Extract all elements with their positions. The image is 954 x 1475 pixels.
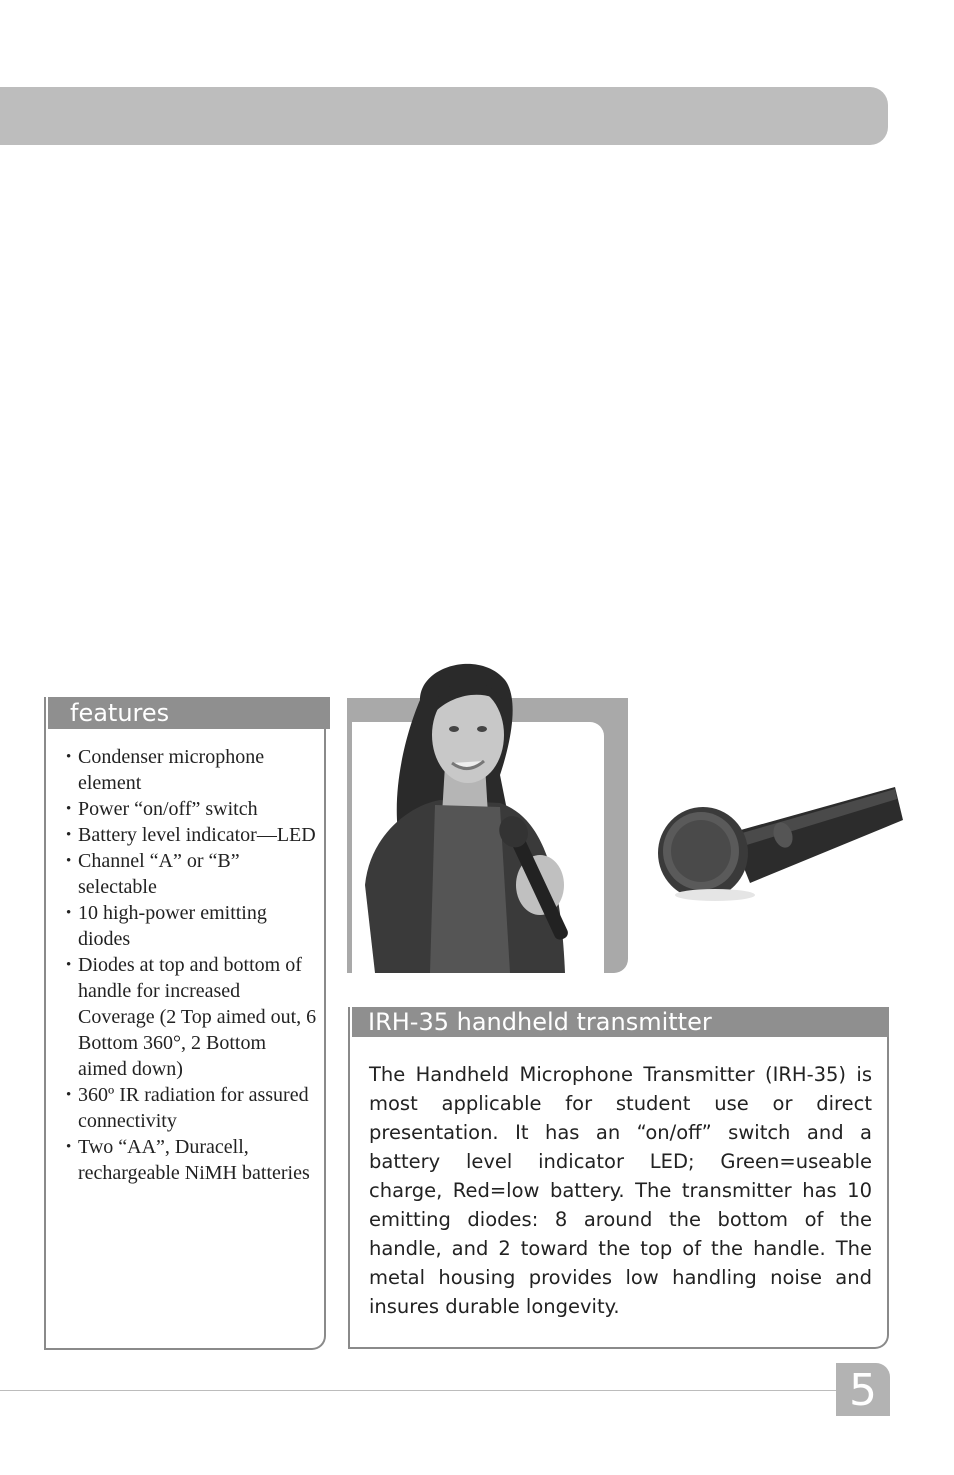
page-number: 5 bbox=[836, 1363, 890, 1416]
list-item: • 360º IR radiation for assured connectivity bbox=[66, 1082, 318, 1134]
list-item: • Diodes at top and bottom of handle for increased Coverage (2 Top aimed out, 6 Bottom 360°, 2 Bottom aimed down) bbox=[66, 952, 318, 1082]
list-item: • Channel “A” or “B” selectable bbox=[66, 848, 318, 900]
footer-rule bbox=[0, 1390, 836, 1391]
product-description: The Handheld Microphone Transmitter (IRH-35) is most applicable for student use or direct presentation. It has an “on/off” switch and a battery level indicator LED; Green=useable charge, Red=low battery. The transmitter has 10 emitting diodes: 8 around the bottom of the handle, and 2 toward the top of the handle. The metal housing provides low handling noise and insures durable longevity. bbox=[369, 1063, 872, 1318]
list-item: • Condenser microphone element bbox=[66, 744, 318, 796]
microphone-photo bbox=[655, 775, 905, 905]
list-item: • Two “AA”, Duracell, rechargeable NiMH batteries bbox=[66, 1134, 318, 1186]
list-item: • 10 high-power emitting diodes bbox=[66, 900, 318, 952]
features-list bbox=[66, 744, 318, 1186]
presenter-photo bbox=[360, 655, 585, 973]
features-heading: features bbox=[48, 697, 330, 729]
list-item: • Battery level indicator—LED bbox=[66, 822, 318, 848]
list-item: • Power “on/off” switch bbox=[66, 796, 318, 822]
header-band bbox=[0, 87, 888, 145]
product-heading: IRH-35 handheld transmitter bbox=[352, 1007, 889, 1037]
